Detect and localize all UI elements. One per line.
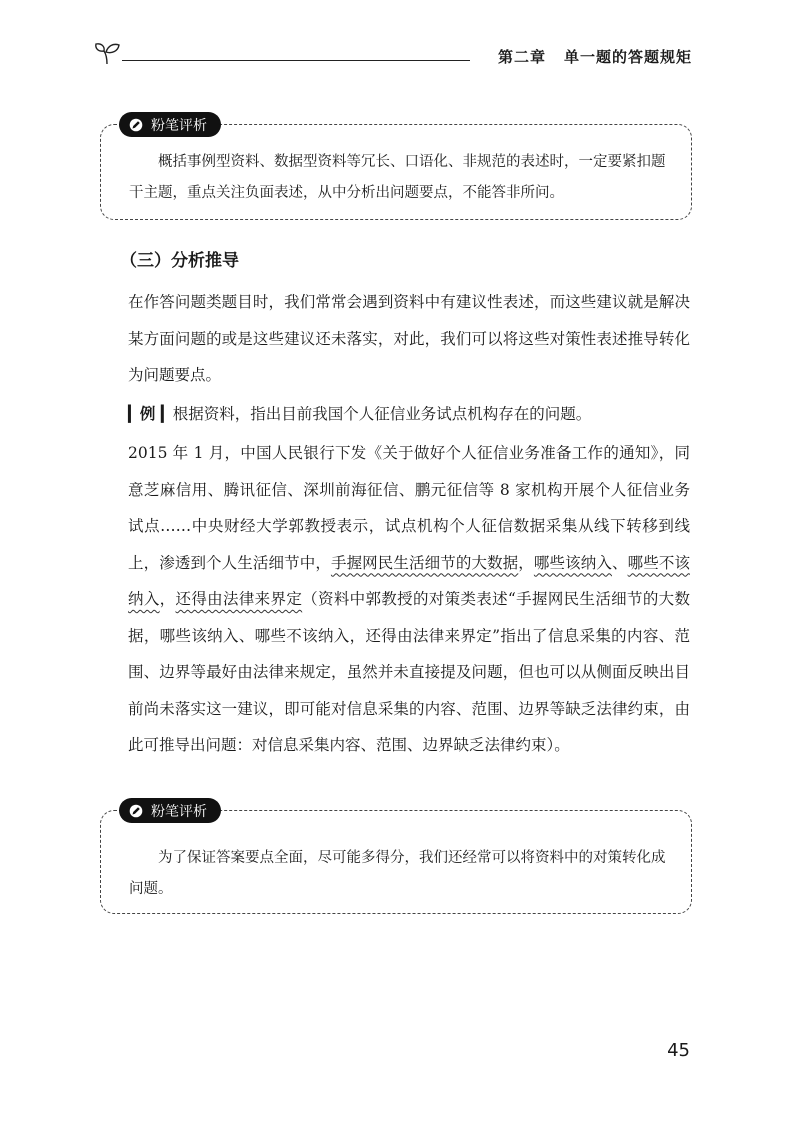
pencil-icon bbox=[129, 118, 143, 132]
note-text: 为了保证答案要点全面，尽可能多得分，我们还经常可以将资料中的对策转化成问题。 bbox=[129, 850, 666, 897]
note-label bbox=[119, 798, 221, 823]
section-title: （三）分析推导 bbox=[120, 251, 239, 271]
fenbi-note-box bbox=[100, 803, 692, 914]
pencil-icon bbox=[129, 804, 143, 818]
punctuation: ， bbox=[518, 553, 534, 572]
analysis-text: （资料中郭教授的对策类表述“手握网民生活细节的大数据，哪些该纳入、哪些不该纳入，还得由法律来界定”指出了信息采集的内容、范围、边界等最好由法律来规定，虽然并未直接提及问题，但也可以从侧面反映出目前尚未落实这一建议，即可能对信息采集的内容、范围、边界等缺乏法律约束，由此可推导出问题：对信息采集内容、范围、边界缺乏法律约束）。 bbox=[128, 590, 690, 754]
chapter-number: 第二章 bbox=[497, 48, 546, 66]
fenbi-note-box bbox=[100, 117, 692, 220]
example-question bbox=[128, 396, 591, 432]
header-rule bbox=[122, 60, 470, 61]
body-paragraph: 在作答问题类题目时，我们常常会遇到资料中有建议性表述，而这些建议就是解决某方面问题的或是这些建议还未落实，对此，我们可以将这些对策性表述推导转化为问题要点。 bbox=[128, 293, 690, 384]
underlined-phrase: 手握网民生活细节的大数据 bbox=[330, 553, 519, 572]
chapter-heading bbox=[498, 46, 692, 67]
underlined-phrase: 哪些该纳入 bbox=[533, 553, 612, 572]
running-header bbox=[94, 38, 700, 68]
punctuation: 、 bbox=[611, 553, 628, 572]
example-tag: ▎例 ▎ bbox=[128, 405, 173, 423]
note-label bbox=[119, 112, 221, 137]
chapter-title: 单一题的答题规矩 bbox=[563, 48, 692, 66]
material-text: 2015 年 1 月，中国人民银行下发《关于做好个人征信业务准备工作的通知》，同意芝麻信用、腾讯征信、深圳前海征信、鹏元征信等 8 家机构开展个人征信业务试点……中央财经大学郭教授表示，试点机构个人征信数据采集从线下转移到线上，渗透到个人生活细节中， bbox=[128, 444, 690, 572]
underlined-phrase: 哪些不该纳入 bbox=[128, 553, 690, 608]
example-material bbox=[128, 435, 690, 764]
note-label-text: 粉笔评析 bbox=[151, 117, 207, 134]
note-text: 概括事例型资料、数据型资料等冗长、口语化、非规范的表述时，一定要紧扣题干主题，重点关注负面表述，从中分析出问题要点，不能答非所问。 bbox=[129, 154, 666, 201]
page-number: 45 bbox=[667, 1040, 690, 1061]
note-label-text: 粉笔评析 bbox=[151, 803, 207, 820]
sprout-icon bbox=[94, 40, 122, 66]
punctuation: ， bbox=[159, 590, 176, 608]
underlined-phrase: 还得由法律来界定 bbox=[175, 590, 303, 608]
example-text: 根据资料，指出目前我国个人征信业务试点机构存在的问题。 bbox=[172, 405, 592, 423]
